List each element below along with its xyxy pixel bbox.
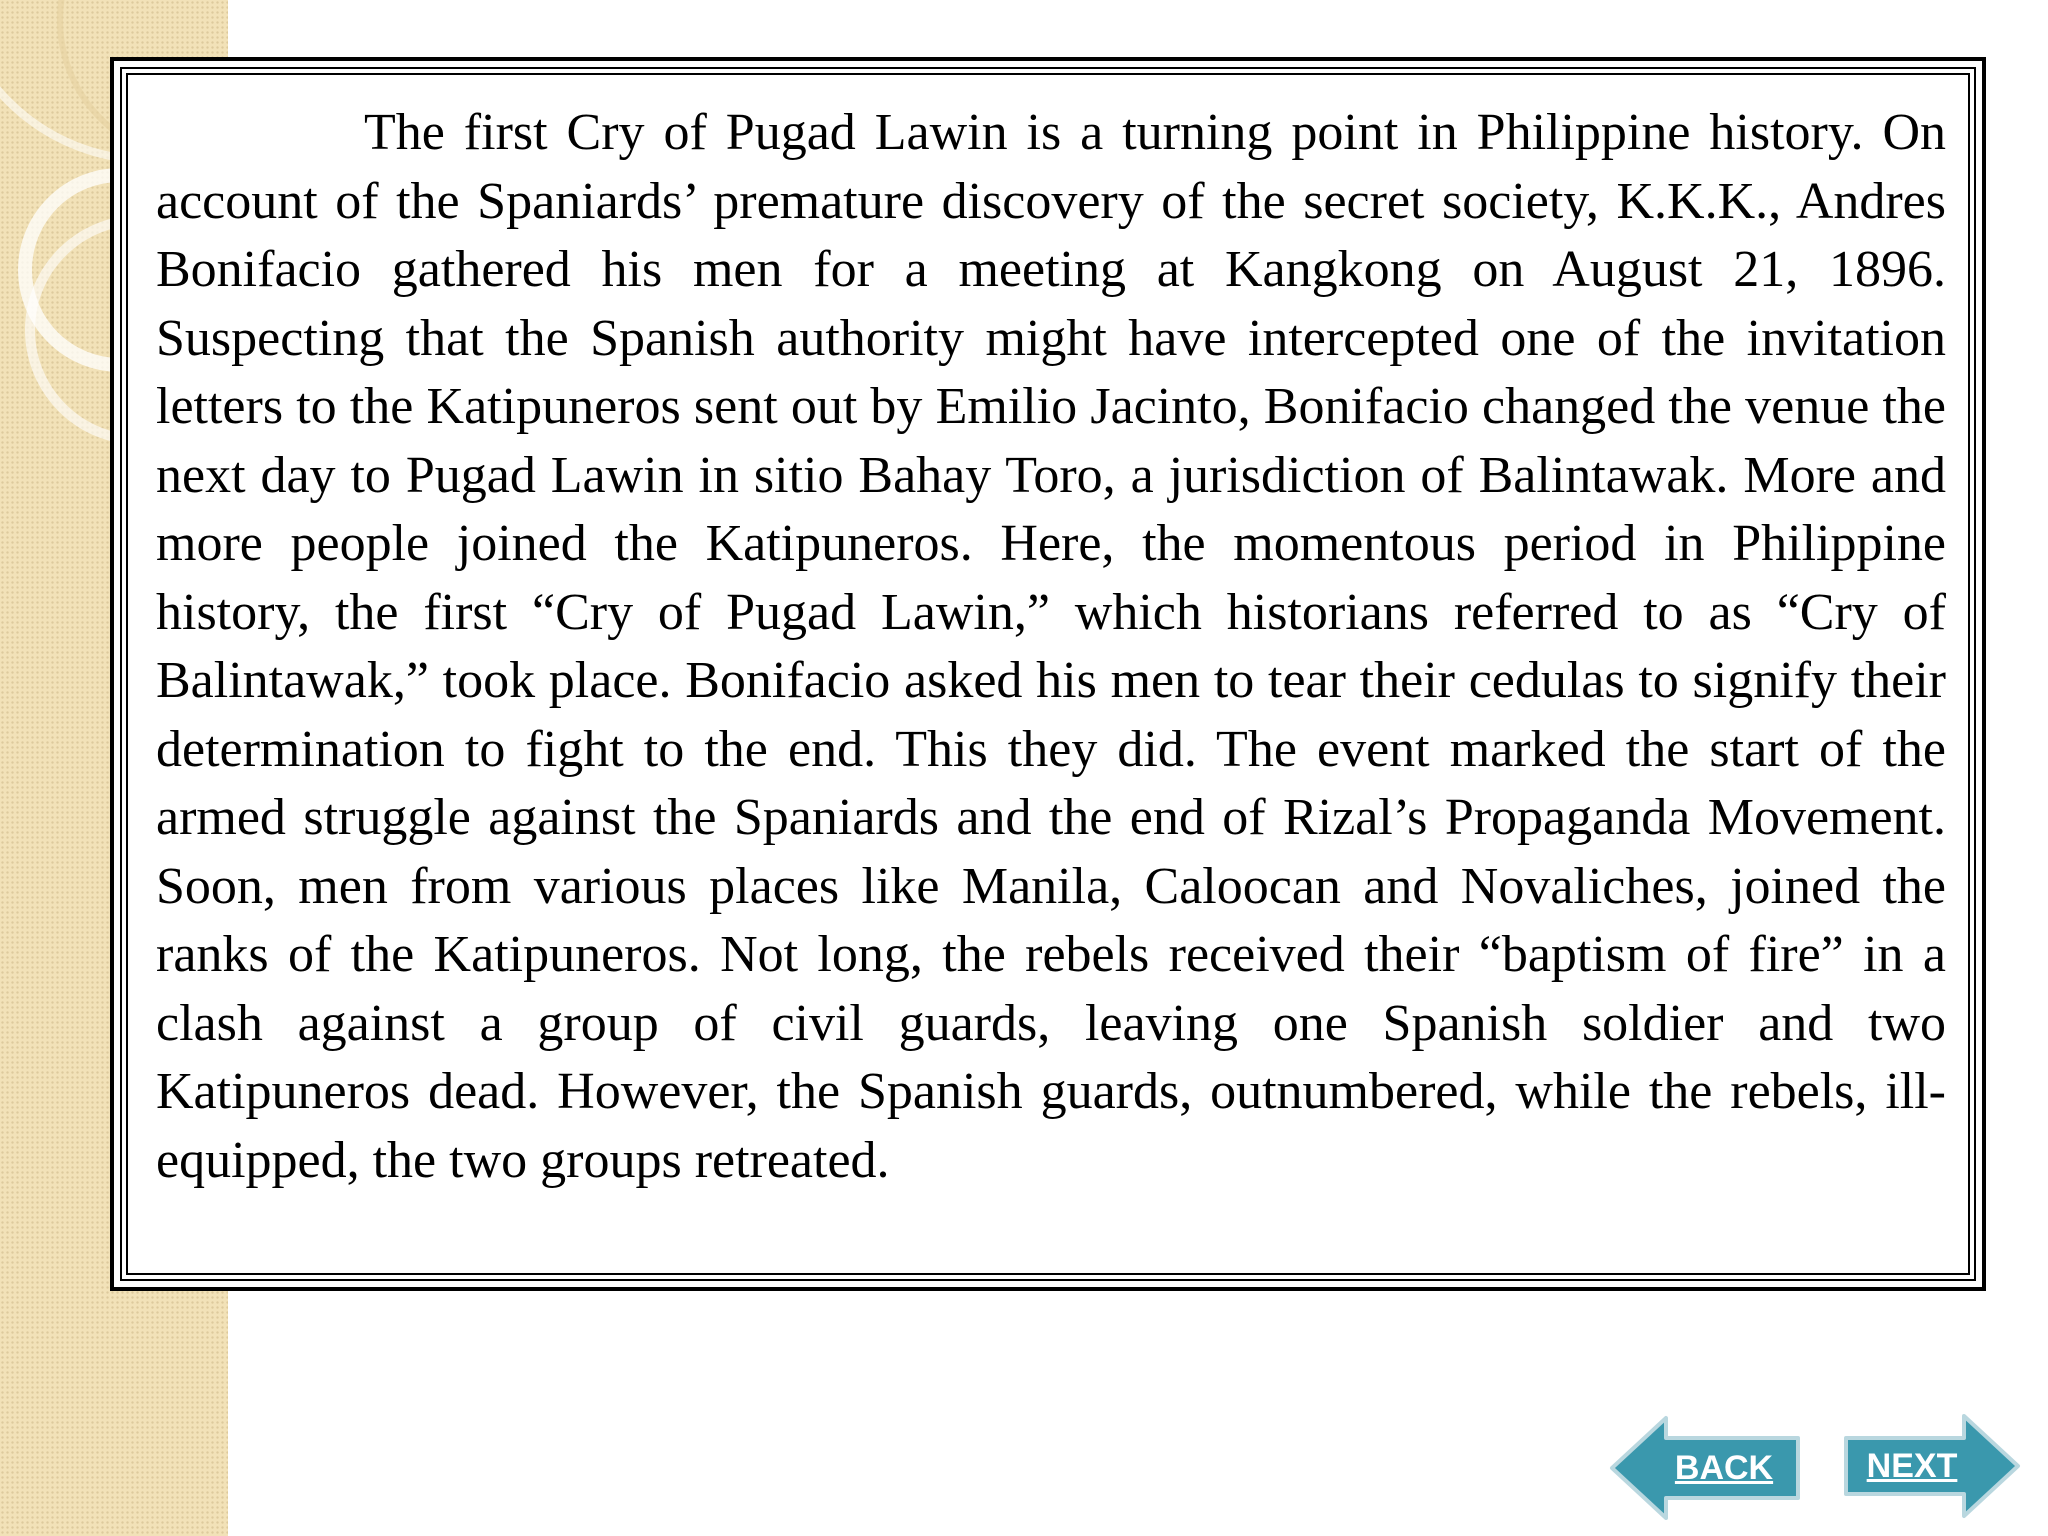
- text-frame: [110, 57, 1986, 1291]
- next-button-label: NEXT: [1866, 1446, 1958, 1485]
- next-button[interactable]: [1842, 1412, 2022, 1520]
- history-paragraph: The first Cry of Pugad Lawin is a turning point in Philippine history. On account of the Spaniards’ premature discovery of the secret society, K.K.K., Andres Bonifacio gathered his men for a meeting at Kangkong on August 21, 1896. Suspecting that the Spanish authority might have intercepted one of the invitation letters to the Katipuneros sent out by Emilio Jacinto, Bonifacio changed the venue the next day to Pugad Lawin in sitio Bahay Toro, a jurisdiction of Balintawak. More and more people joined the Katipuneros. Here, the momentous period in Philippine history, the first “Cry of Pugad Lawin,” which historians referred to as “Cry of Balintawak,” took place. Bonifacio asked his men to tear their cedulas to signify their determination to fight to the end. This they did. The event marked the start of the armed struggle against the Spaniards and the end of Rizal’s Propaganda Movement. Soon, men from various places like Manila, Caloocan and Novaliches, joined the ranks of the Katipuneros. Not long, the rebels received their “baptism of fire” in a clash against a group of civil guards, leaving one Spanish soldier and two Katipuneros dead. However, the Spanish guards, outnumbered, while the rebels, ill- equipped, the two groups retreated.: [156, 104, 1946, 1189]
- back-button-label: BACK: [1674, 1448, 1774, 1487]
- back-button[interactable]: [1608, 1414, 1802, 1522]
